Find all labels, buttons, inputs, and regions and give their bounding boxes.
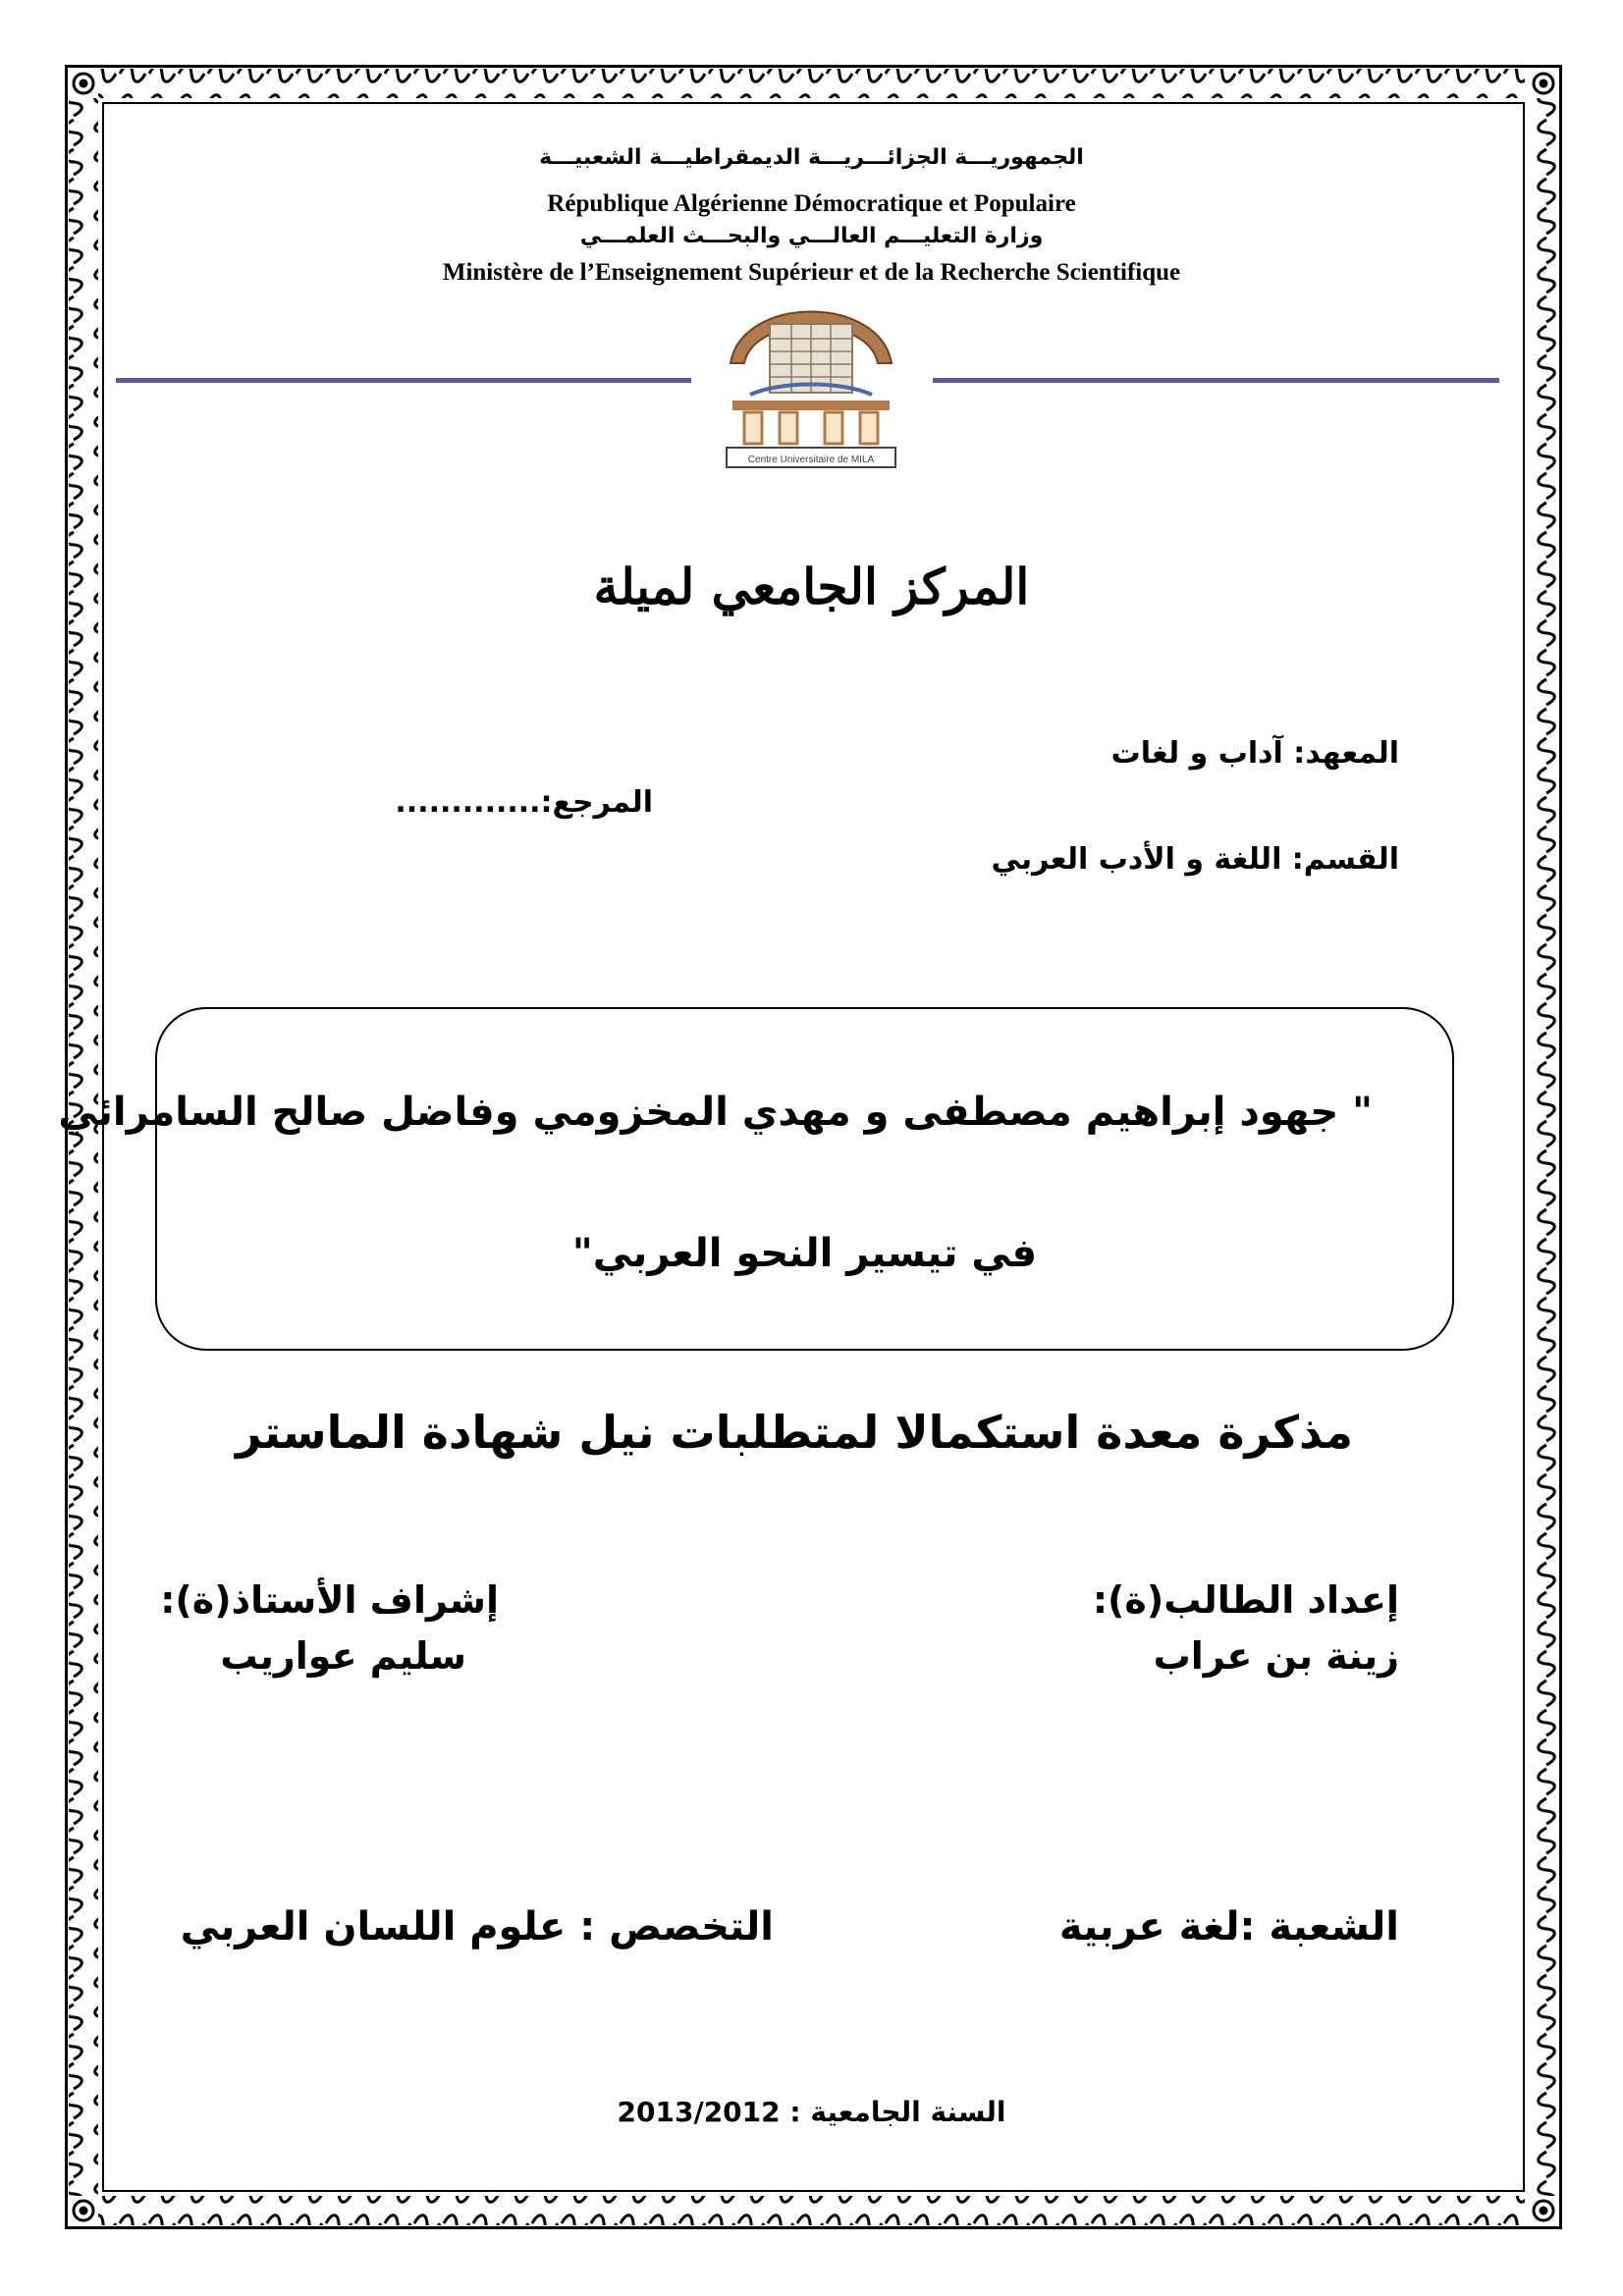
department-line: القسم: اللغة و الأدب العربي — [991, 842, 1399, 877]
institute-line: المعهد: آداب و لغات — [1110, 736, 1399, 771]
header-ministry-fr: Ministère de l’Enseignement Supérieur et de la Recherche Scientifique — [442, 259, 1181, 286]
border-top-band — [98, 69, 1525, 98]
thesis-title-line1: " جهود إبراهيم مصطفى و مهدي المخزومي وفاضل صالح السامرائي — [58, 1090, 1373, 1135]
header-republic-ar: الجمهوريـــة الجزائـــريـــة الديمقراطيـــة الشعبيـــة — [539, 145, 1084, 170]
header-republic-fr: République Algérienne Démocratique et Populaire — [547, 190, 1076, 217]
university-building-icon — [713, 285, 909, 471]
university-logo — [713, 285, 909, 471]
institution-title: المركز الجامعي لميلة — [593, 558, 1030, 615]
border-left-band — [69, 98, 98, 2196]
thesis-title-line2: في تيسير النحو العربي" — [571, 1231, 1038, 1276]
thesis-title-box — [58, 1007, 1454, 1351]
specialty-line: التخصص : علوم اللسان العربي — [180, 1904, 774, 1949]
supervisor-label: إشراف الأستاذ(ة): — [160, 1578, 499, 1622]
degree-statement: مذكرة معدة استكمالا لمتطلبات نيل شهادة الماستر — [235, 1406, 1353, 1459]
branch-line: الشعبة :لغة عربية — [1058, 1904, 1399, 1949]
header-rule-right — [933, 378, 1499, 383]
svg-text:Centre Universitaire de MILA: Centre Universitaire de MILA — [747, 454, 875, 465]
header-rule-left — [116, 378, 691, 383]
student-name: زينة بن عراب — [1153, 1634, 1399, 1678]
border-right-band — [1529, 98, 1558, 2196]
border-bottom-band — [98, 2196, 1525, 2225]
supervisor-name: سليم عواريب — [220, 1634, 466, 1678]
academic-year: السنة الجامعية : 2013/2012 — [617, 2096, 1006, 2128]
header-ministry-ar: وزارة التعليـــم العالـــي والبحـــث العلمـــي — [579, 224, 1044, 248]
reference-line: المرجع:............. — [395, 785, 653, 820]
student-label: إعداد الطالب(ة): — [1092, 1578, 1399, 1622]
